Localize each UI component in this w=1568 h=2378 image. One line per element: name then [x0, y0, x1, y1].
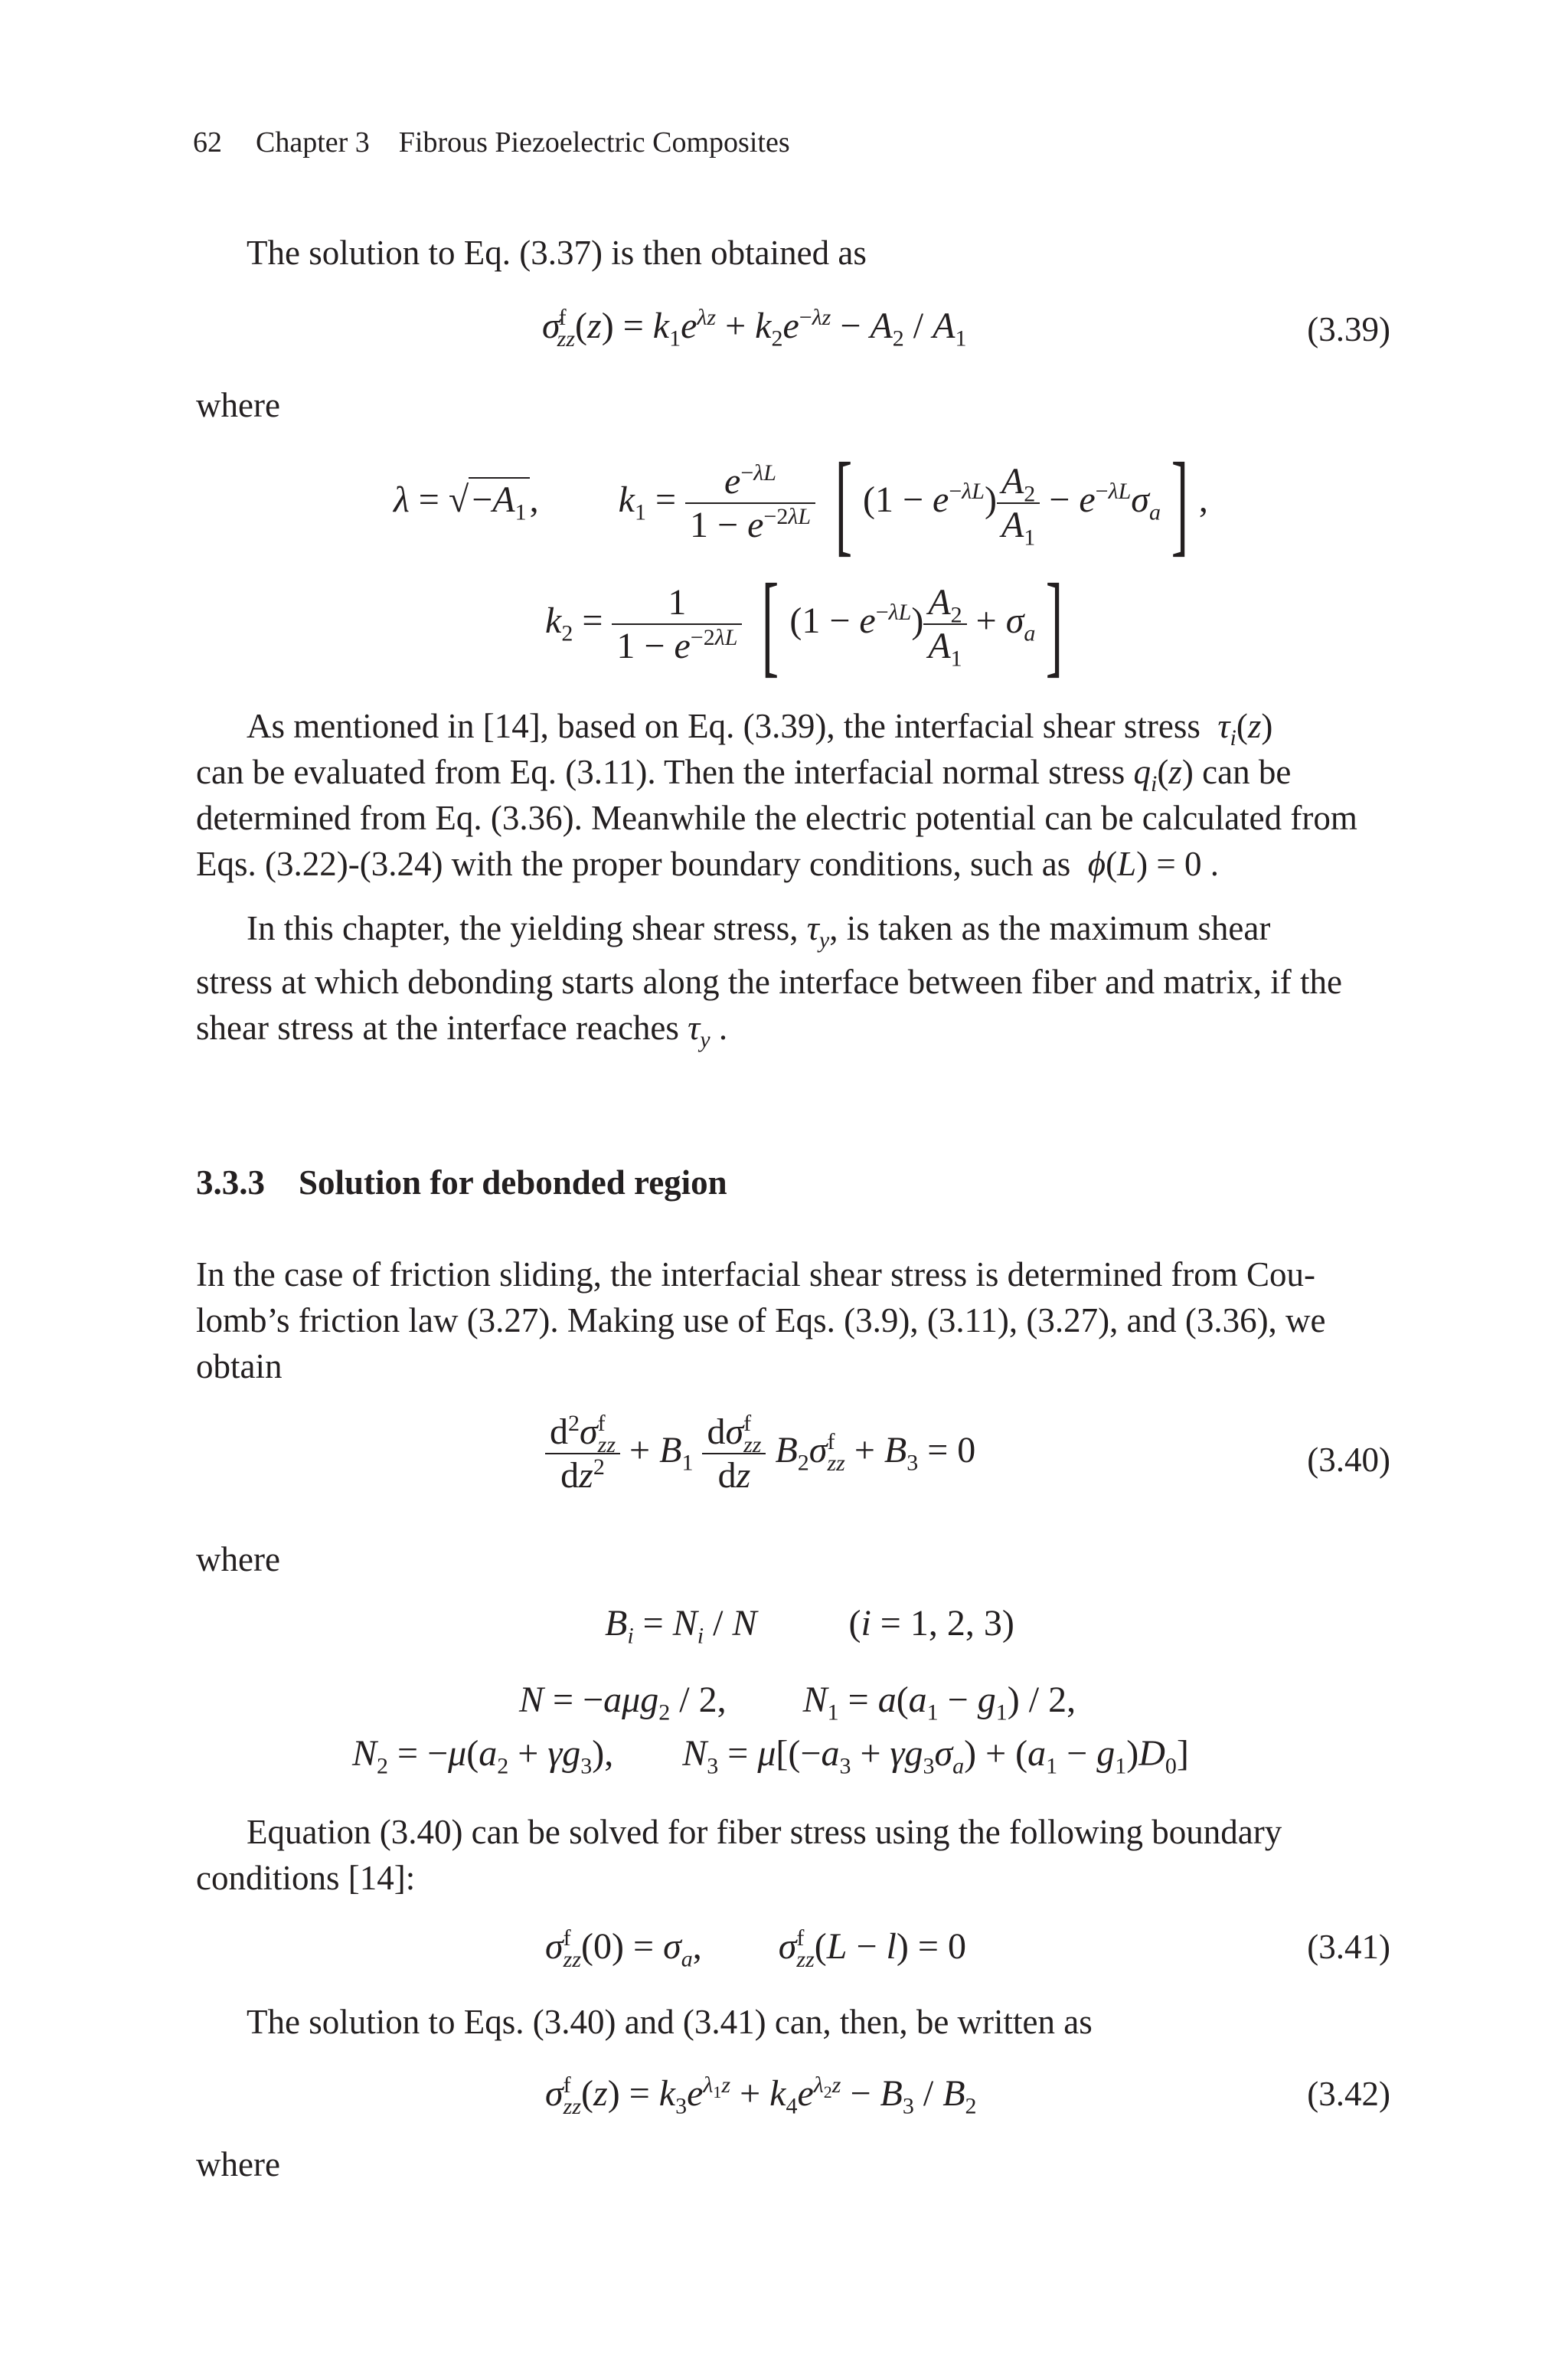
- paragraph-line: In the case of friction sliding, the interfacial shear stress is determined from Cou-: [196, 1255, 1316, 1294]
- equation-n2-n3: $N_2 = -\mu(a_2 + \gamma g_3)$, $N_3 = \mu[(-a_3 + \gamma g_3\sigma_a) + (a_1 - g_1)D_0]$: [352, 1733, 1189, 1779]
- equation-k2: $k_2$ = $\frac{1}{1 - e^{-2\lambda L}}$ [ $(1 - e^{-\lambda L})$ $\frac{A_2}{A_1}$ + $\sigma_a$]: [545, 561, 1063, 688]
- equation-number: (3.39): [1307, 310, 1390, 348]
- paragraph-line: can be: [1202, 753, 1292, 791]
- paragraph-line: Eqs. (3.22)-(3.24) with the proper boundary conditions, such as: [196, 845, 1071, 883]
- paragraph-line: determined from Eq. (3.36). Meanwhile the electric potential can be calculated from: [196, 799, 1357, 837]
- equation-3-40: $\frac{d^2\sigma^f_{zz}}{dz^2}$ + $B_1$ $\frac{d\sigma^f_{zz}}{dz}$ $B_2\sigma^f_{zz} + B_3 = 0$: [545, 1411, 975, 1496]
- paragraph-line: can be evaluated from Eq. (3.11). Then the interfacial normal stress: [196, 753, 1125, 791]
- equation-number: (3.42): [1307, 2075, 1390, 2113]
- paragraph-chapter: In this chapter, the yielding shear stress, $\tau_y$, is taken as the maximum shear stress at which debonding starts along the interface between fiber and matrix, if the shear stress at the interface reaches $\tau_y$ .: [196, 905, 1392, 1051]
- paragraph-line: obtain: [196, 1347, 283, 1385]
- equation-n-n1: N = −aμg$_2$ / 2, $N_1 = a(a_1 - g_1) / 2$,: [519, 1680, 1076, 1725]
- where-label: where: [196, 386, 280, 424]
- equation-lambda-k1: $\lambda = √-A_1$, $k_1$ = $\frac{e^{-\lambda L}}{1 - e^{-2\lambda L}}$ [ $(1 - e^{-\lambda L})$ $\frac{A_2}{A_1}$ − $e^{-\lambda L}\sigma_a$] ,: [394, 440, 1208, 567]
- paragraph-friction: [196, 1251, 1392, 1389]
- running-title: Chapter 3 Fibrous Piezoelectric Composites: [256, 126, 790, 159]
- paragraph-line: As mentioned in [14], based on Eq. (3.39), the interfacial shear stress: [247, 707, 1200, 745]
- paragraph-line: Equation (3.40) can be solved for fiber stress using the following boundary: [247, 1813, 1282, 1851]
- running-header: [193, 126, 790, 159]
- paragraph-line: conditions [14]:: [196, 1859, 416, 1897]
- equation-3-41: $\sigma^f_{zz}(0) = \sigma_a$, $\sigma^f_{zz}(L - l) = 0$: [545, 1925, 966, 1972]
- paragraph-line: lomb’s friction law (3.27). Making use of Eqs. (3.9), (3.11), (3.27), and (3.36), we: [196, 1301, 1326, 1339]
- paragraph-line: shear stress at the interface reaches: [196, 1009, 679, 1047]
- section-title: Solution for debonded region: [299, 1163, 727, 1202]
- solution-paragraph: The solution to Eqs. (3.40) and (3.41) can, then, be written as: [247, 2003, 1093, 2041]
- equation-number: (3.40): [1307, 1441, 1390, 1479]
- equation-3-39: $\sigma^f_{zz}(z) = k_1e^{\lambda z} + k_2e^{-\lambda z} - A_2 / A_1$: [542, 305, 967, 352]
- page-number: 62: [193, 126, 222, 159]
- section-heading: [196, 1163, 727, 1202]
- paragraph-equation: [196, 1809, 1392, 1901]
- where-label: where: [196, 1540, 280, 1578]
- where-label: where: [196, 2145, 280, 2183]
- paragraph-mentioned: As mentioned in [14], based on Eq. (3.39), the interfacial shear stress $\tau_i(z)$ can be evaluated from Eq. (3.11). Then the interfacial normal stress $q_i(z)$ can be determined from Eq. (3.36). Meanwhile the electric potential can be calculated from Eqs. (3.22)-(3.24) with the proper boundary conditions, such as ϕ(L) = 0 .: [196, 703, 1392, 887]
- intro-paragraph: The solution to Eq. (3.37) is then obtained as: [247, 234, 867, 272]
- equation-number: (3.41): [1307, 1928, 1390, 1966]
- paragraph-line: stress at which debonding starts along the interface between fiber and matrix, if the: [196, 963, 1342, 1001]
- paragraph-line: In this chapter, the yielding shear stress,: [247, 909, 799, 947]
- equation-3-42: $\sigma^f_{zz}(z) = k_3e^{\lambda_1z} + k_4e^{\lambda_2z} - B_3 / B_2$: [545, 2072, 977, 2119]
- equation-bi: $B_i = N_i / N$ (i = 1, 2, 3): [605, 1603, 1014, 1649]
- paragraph-line: , is taken as the maximum shear: [829, 909, 1271, 947]
- section-number: 3.3.3: [196, 1163, 265, 1202]
